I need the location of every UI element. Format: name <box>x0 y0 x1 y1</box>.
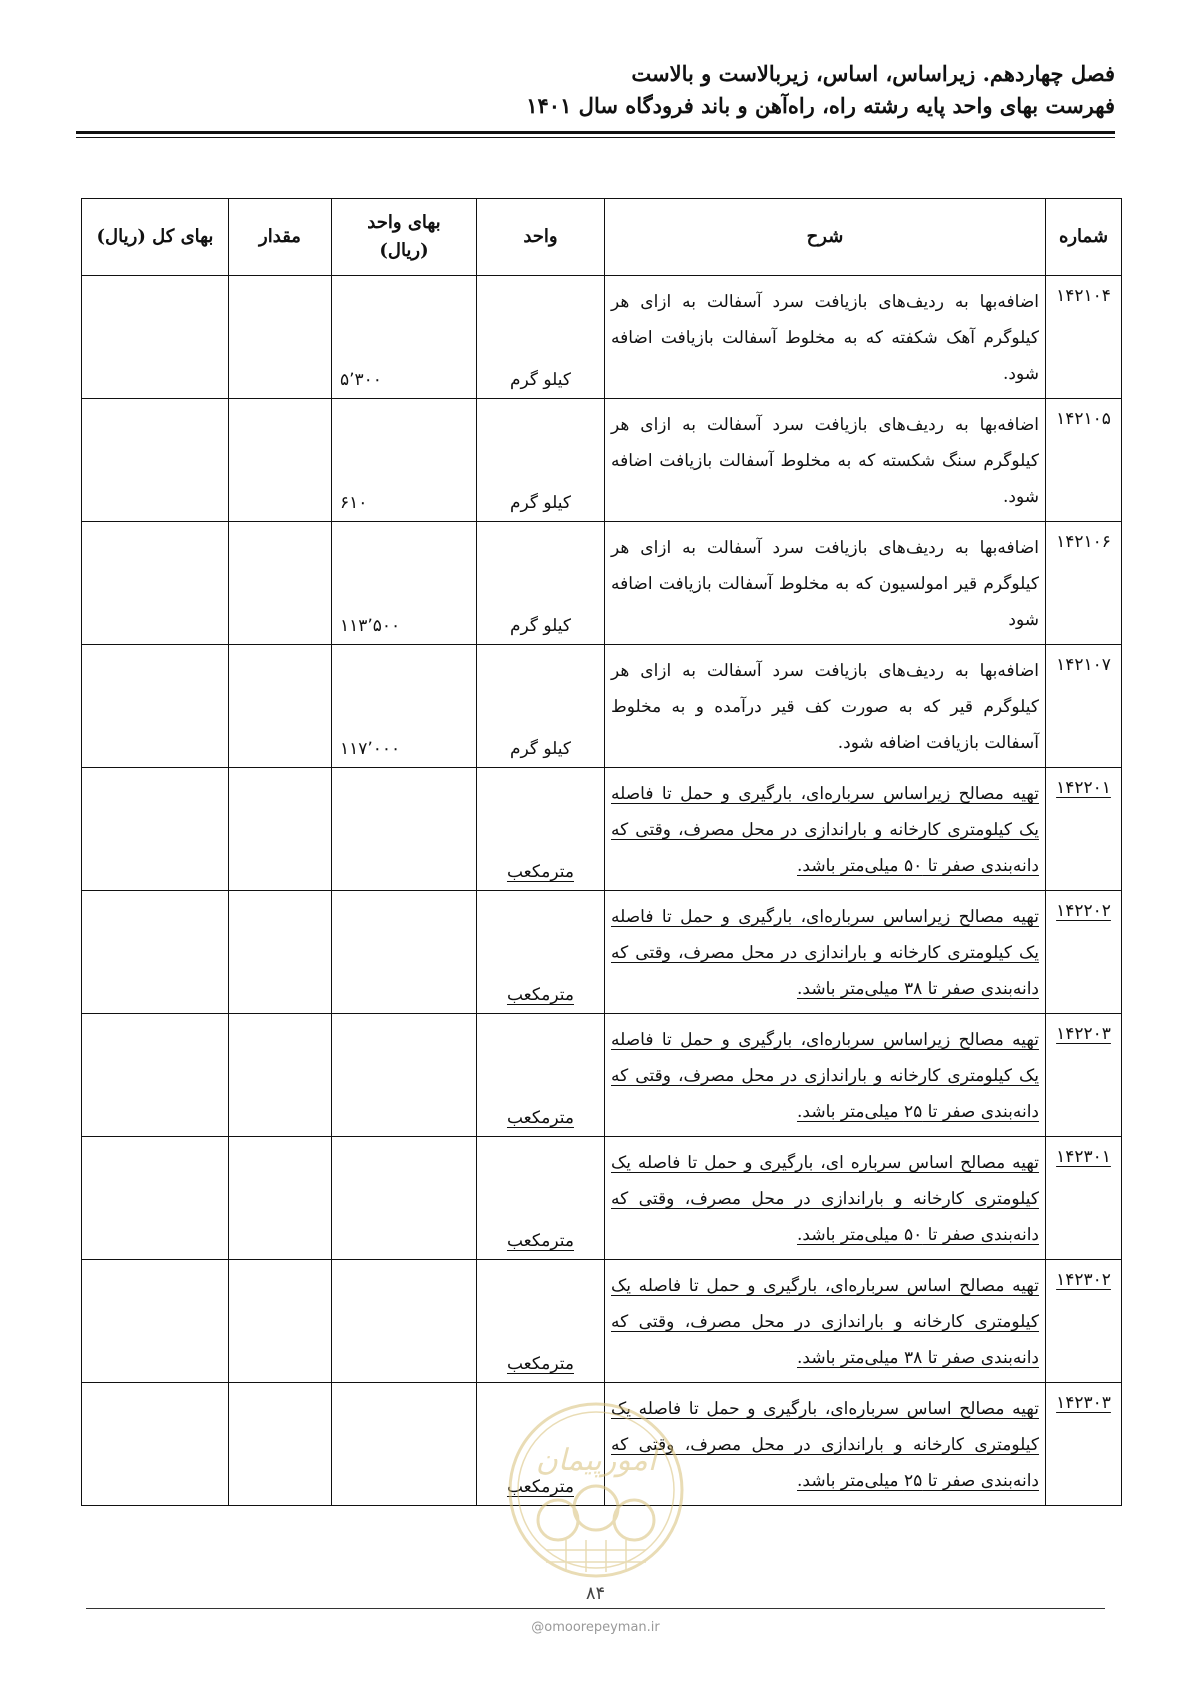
table-row <box>82 1014 1122 1137</box>
row-unit-text: مترمکعب <box>506 862 574 882</box>
row-number-text: ۱۴۲۲۰۳ <box>1056 1024 1111 1044</box>
row-unit <box>477 645 605 768</box>
table-row <box>82 891 1122 1014</box>
row-number <box>1046 645 1122 768</box>
row-unit-price <box>332 1137 477 1260</box>
row-unit-text: کیلو گرم <box>509 739 572 759</box>
footer-rule <box>86 1608 1105 1609</box>
row-unit-text: کیلو گرم <box>509 370 572 390</box>
row-quantity <box>229 1383 332 1506</box>
row-number <box>1046 1014 1122 1137</box>
row-unit <box>477 768 605 891</box>
page-number: ۸۴ <box>585 1583 606 1604</box>
row-total-price <box>82 276 229 399</box>
row-total-price <box>82 1137 229 1260</box>
table-row <box>82 645 1122 768</box>
row-description-text: تهیه مصالح اساس سرباره ای، بارگیری و حمل تا فاصله یک کیلومتری کارخانه و باراندازی در محل مصرف، وقتی که دانه‌بندی صفر تا ۵۰ میلی‌متر باشد. <box>611 1153 1039 1245</box>
row-total-price <box>82 1014 229 1137</box>
row-unit-price <box>332 891 477 1014</box>
header-rule-thin <box>76 137 1115 138</box>
row-total-price <box>82 399 229 522</box>
row-unit-price <box>332 276 477 399</box>
header-rule-thick <box>76 131 1115 134</box>
row-number-text: ۱۴۲۱۰۴ <box>1056 286 1111 306</box>
row-number <box>1046 891 1122 1014</box>
table-row <box>82 1137 1122 1260</box>
row-unit <box>477 399 605 522</box>
row-description <box>605 399 1046 522</box>
row-unit-price-text: ۱۱۳٬۵۰۰ <box>340 616 401 636</box>
row-description-text: اضافه‌بها به ردیف‌های بازیافت سرد آسفالت به ازای هر کیلوگرم قیر امولسیون که به مخلوط آسفالت بازیافت اضافه شود <box>611 538 1039 630</box>
row-quantity <box>229 522 332 645</box>
price-list-table <box>81 198 1122 1506</box>
row-number <box>1046 399 1122 522</box>
watermark-stamp-icon <box>506 1400 686 1580</box>
row-unit-price <box>332 1260 477 1383</box>
row-unit <box>477 276 605 399</box>
row-description <box>605 1260 1046 1383</box>
row-unit-price <box>332 768 477 891</box>
row-number-text: ۱۴۲۳۰۳ <box>1056 1393 1111 1413</box>
row-description <box>605 891 1046 1014</box>
row-unit <box>477 522 605 645</box>
row-number <box>1046 276 1122 399</box>
row-number-text: ۱۴۲۱۰۷ <box>1056 655 1111 675</box>
table-row <box>82 522 1122 645</box>
table-row <box>82 399 1122 522</box>
row-total-price <box>82 645 229 768</box>
row-unit-text: مترمکعب <box>506 985 574 1005</box>
row-number-text: ۱۴۲۳۰۱ <box>1056 1147 1111 1167</box>
row-quantity <box>229 645 332 768</box>
table-row <box>82 276 1122 399</box>
row-unit-price <box>332 522 477 645</box>
row-description-text: اضافه‌بها به ردیف‌های بازیافت سرد آسفالت به ازای هر کیلوگرم قیر که به صورت کف قیر درآمده و به مخلوط آسفالت بازیافت اضافه شود. <box>611 661 1039 753</box>
row-quantity <box>229 768 332 891</box>
header-number: شماره <box>1046 199 1122 276</box>
row-quantity <box>229 1014 332 1137</box>
header-description: شرح <box>605 199 1046 276</box>
row-number-text: ۱۴۲۱۰۵ <box>1056 409 1111 429</box>
row-unit <box>477 1014 605 1137</box>
table-row <box>82 1260 1122 1383</box>
document-title: فهرست بهای واحد پایه رشته راه، راه‌آهن و باند فرودگاه سال ۱۴۰۱ <box>526 93 1115 118</box>
row-number <box>1046 1383 1122 1506</box>
row-unit-text: مترمکعب <box>506 1231 574 1251</box>
row-total-price <box>82 1260 229 1383</box>
row-unit <box>477 891 605 1014</box>
row-description <box>605 276 1046 399</box>
header-total-price: بهای کل (ریال) <box>82 199 229 276</box>
website-watermark: @omoorepeyman.ir <box>531 1620 660 1635</box>
header-unit-price-label: بهای واحد <box>367 212 441 233</box>
row-description <box>605 1137 1046 1260</box>
row-total-price <box>82 522 229 645</box>
row-unit-price <box>332 1014 477 1137</box>
row-description-text: اضافه‌بها به ردیف‌های بازیافت سرد آسفالت به ازای هر کیلوگرم آهک شکفته که به مخلوط آسفالت بازیافت اضافه شود. <box>611 292 1039 384</box>
row-unit-text: کیلو گرم <box>509 493 572 513</box>
row-description <box>605 768 1046 891</box>
row-number-text: ۱۴۲۳۰۲ <box>1056 1270 1111 1290</box>
header-unit-price-currency: (ریال) <box>379 240 429 261</box>
chapter-title: فصل چهاردهم. زیراساس، اساس، زیربالاست و بالاست <box>631 61 1115 86</box>
row-description-text: تهیه مصالح اساس سرباره‌ای، بارگیری و حمل تا فاصله یک کیلومتری کارخانه و باراندازی در محل مصرف، وقتی که دانه‌بندی صفر تا ۲۵ میلی‌متر باشد. <box>611 1399 1039 1491</box>
row-unit-price <box>332 645 477 768</box>
row-total-price <box>82 1383 229 1506</box>
row-quantity <box>229 399 332 522</box>
row-description-text: تهیه مصالح زیراساس سرباره‌ای، بارگیری و حمل تا فاصله یک کیلومتری کارخانه و باراندازی در محل مصرف، وقتی که دانه‌بندی صفر تا ۵۰ میلی‌متر باشد. <box>611 784 1039 876</box>
row-unit-price-text: ۶۱۰ <box>340 493 368 513</box>
row-number-text: ۱۴۲۲۰۲ <box>1056 901 1111 921</box>
page-header <box>76 58 1115 122</box>
row-unit-price <box>332 1383 477 1506</box>
header-quantity: مقدار <box>229 199 332 276</box>
row-quantity <box>229 891 332 1014</box>
table-header-row <box>82 199 1122 276</box>
row-unit-text: مترمکعب <box>506 1108 574 1128</box>
header-unit-price <box>332 199 477 276</box>
row-unit-text: مترمکعب <box>506 1477 574 1497</box>
row-description-text: اضافه‌بها به ردیف‌های بازیافت سرد آسفالت به ازای هر کیلوگرم سنگ شکسته که به مخلوط آسفالت بازیافت اضافه شود. <box>611 415 1039 507</box>
row-total-price <box>82 768 229 891</box>
row-number-text: ۱۴۲۲۰۱ <box>1056 778 1111 798</box>
row-number-text: ۱۴۲۱۰۶ <box>1056 532 1111 552</box>
row-unit <box>477 1137 605 1260</box>
row-unit-price-text: ۵٬۳۰۰ <box>340 370 382 390</box>
row-number <box>1046 522 1122 645</box>
row-number <box>1046 1260 1122 1383</box>
row-description-text: تهیه مصالح زیراساس سرباره‌ای، بارگیری و حمل تا فاصله یک کیلومتری کارخانه و باراندازی در محل مصرف، وقتی که دانه‌بندی صفر تا ۳۸ میلی‌متر باشد. <box>611 907 1039 999</box>
row-number <box>1046 1137 1122 1260</box>
row-description <box>605 522 1046 645</box>
table-row <box>82 768 1122 891</box>
row-description <box>605 645 1046 768</box>
header-unit: واحد <box>477 199 605 276</box>
row-quantity <box>229 1137 332 1260</box>
stamp-text: امورپیمان <box>535 1443 657 1478</box>
row-unit-price-text: ۱۱۷٬۰۰۰ <box>340 739 401 759</box>
row-unit-text: مترمکعب <box>506 1354 574 1374</box>
row-description-text: تهیه مصالح زیراساس سرباره‌ای، بارگیری و حمل تا فاصله یک کیلومتری کارخانه و باراندازی در محل مصرف، وقتی که دانه‌بندی صفر تا ۲۵ میلی‌متر باشد. <box>611 1030 1039 1122</box>
row-unit-text: کیلو گرم <box>509 616 572 636</box>
row-description <box>605 1014 1046 1137</box>
row-total-price <box>82 891 229 1014</box>
row-description-text: تهیه مصالح اساس سرباره‌ای، بارگیری و حمل تا فاصله یک کیلومتری کارخانه و باراندازی در محل مصرف، وقتی که دانه‌بندی صفر تا ۳۸ میلی‌متر باشد. <box>611 1276 1039 1368</box>
row-number <box>1046 768 1122 891</box>
row-quantity <box>229 276 332 399</box>
row-unit <box>477 1260 605 1383</box>
row-unit-price <box>332 399 477 522</box>
row-quantity <box>229 1260 332 1383</box>
